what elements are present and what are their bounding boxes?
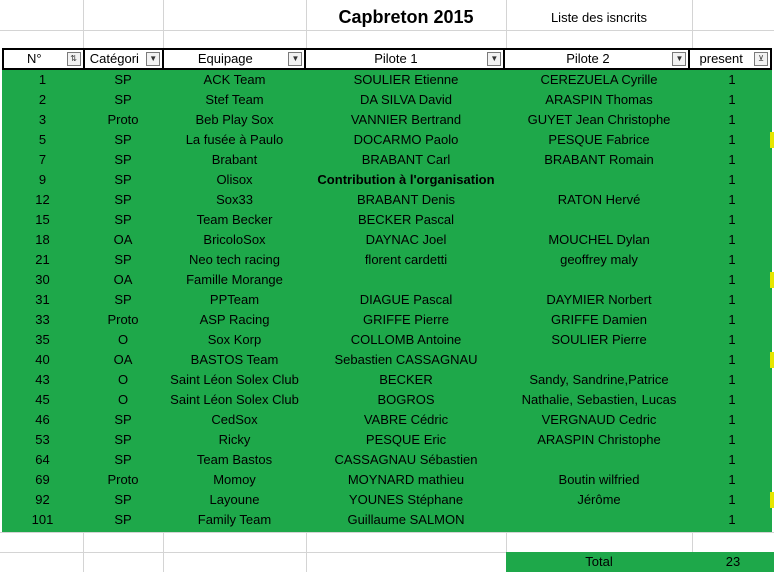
table-row — [2, 170, 772, 190]
cell-present[interactable]: 1 — [728, 172, 736, 187]
filter-active-icon[interactable]: ⊻ — [754, 52, 768, 66]
cell-category[interactable]: SP — [114, 432, 132, 447]
cell-pilote2[interactable]: PESQUE Fabrice — [548, 132, 650, 147]
column-label: Pilote 1 — [374, 51, 418, 66]
cell-pilote2[interactable]: VERGNAUD Cedric — [541, 412, 657, 427]
cell-pilote2[interactable]: MOUCHEL Dylan — [548, 232, 650, 247]
cell-pilote2[interactable] — [506, 170, 692, 190]
cell-category[interactable]: SP — [114, 412, 132, 427]
cell-present[interactable]: 1 — [728, 472, 736, 487]
cell-num[interactable]: 1 — [38, 72, 47, 87]
filter-dropdown-icon[interactable]: ▼ — [672, 52, 686, 66]
cell-marker — [770, 272, 774, 288]
cell-pilote1[interactable]: VANNIER Bertrand — [350, 112, 462, 127]
cell-category[interactable]: SP — [114, 512, 132, 527]
cell-pilote1[interactable]: BRABANT Carl — [361, 152, 451, 167]
cell-present[interactable]: 1 — [728, 212, 736, 227]
cell-num[interactable]: 15 — [35, 212, 50, 227]
cell-present[interactable]: 1 — [728, 512, 736, 527]
table-row — [2, 250, 772, 270]
cell-pilote1[interactable]: PESQUE Eric — [365, 432, 447, 447]
column-header-equipage[interactable] — [164, 50, 306, 68]
column-label: Pilote 2 — [566, 51, 610, 66]
filter-dropdown-icon[interactable]: ▼ — [146, 52, 160, 66]
cell-pilote1[interactable]: DIAGUE Pascal — [359, 292, 453, 307]
cell-category[interactable]: OA — [113, 352, 133, 367]
table-row — [2, 410, 772, 430]
filter-dropdown-icon[interactable]: ▼ — [288, 52, 302, 66]
cell-num[interactable]: 12 — [35, 192, 50, 207]
cell-present[interactable]: 1 — [728, 352, 736, 367]
cell-category[interactable]: SP — [114, 72, 132, 87]
cell-pilote2[interactable]: SOULIER Pierre — [551, 332, 647, 347]
cell-equipage[interactable]: Sox33 — [216, 192, 253, 207]
cell-pilote1[interactable]: VABRE Cédric — [363, 412, 449, 427]
cell-num[interactable]: 33 — [35, 312, 50, 327]
cell-category[interactable]: Proto — [107, 472, 139, 487]
sort-filter-icon[interactable]: ⇅ — [67, 52, 81, 66]
cell-equipage[interactable]: ASP Racing — [199, 312, 270, 327]
cell-equipage[interactable]: Sox Korp — [207, 332, 262, 347]
cell-pilote2[interactable]: DAYMIER Norbert — [546, 292, 652, 307]
column-header-pilote2[interactable] — [505, 50, 690, 68]
column-label: Equipage — [197, 51, 253, 66]
cell-category[interactable]: OA — [113, 272, 133, 287]
table-row — [2, 330, 772, 350]
cell-present[interactable]: 1 — [728, 452, 736, 467]
table-row — [2, 490, 772, 510]
cell-category[interactable]: SP — [114, 292, 132, 307]
table-row — [2, 70, 772, 90]
cell-num[interactable]: 35 — [35, 332, 50, 347]
cell-equipage[interactable]: La fusée à Paulo — [185, 132, 284, 147]
cell-equipage[interactable]: Family Team — [197, 512, 272, 527]
cell-present[interactable]: 1 — [728, 312, 736, 327]
cell-pilote1[interactable]: florent cardetti — [364, 252, 448, 267]
cell-num[interactable]: 69 — [35, 472, 50, 487]
cell-present[interactable]: 1 — [728, 252, 736, 267]
cell-pilote2[interactable]: BRABANT Romain — [544, 152, 654, 167]
sheet-title[interactable]: Capbreton 2015 — [338, 7, 474, 27]
table-row — [2, 110, 772, 130]
cell-num[interactable]: 21 — [35, 252, 50, 267]
cell-pilote2[interactable]: GUYET Jean Christophe — [527, 112, 671, 127]
cell-pilote2[interactable] — [506, 210, 692, 230]
cell-pilote2[interactable]: Nathalie, Sebastien, Lucas — [521, 392, 677, 407]
cell-num[interactable]: 3 — [38, 112, 47, 127]
cell-category[interactable]: O — [117, 392, 129, 407]
cell-pilote2[interactable] — [506, 510, 692, 530]
table-row — [2, 230, 772, 250]
cell-category[interactable]: O — [117, 372, 129, 387]
cell-num[interactable]: 46 — [35, 412, 50, 427]
cell-category[interactable]: SP — [114, 452, 132, 467]
cell-present[interactable]: 1 — [728, 132, 736, 147]
cell-pilote2[interactable]: Jérôme — [577, 492, 621, 507]
cell-present[interactable]: 1 — [728, 432, 736, 447]
cell-num[interactable]: 45 — [35, 392, 50, 407]
total-label[interactable]: Total — [506, 552, 692, 572]
sheet-subtitle[interactable]: Liste des isncrits — [550, 10, 648, 25]
column-header-num[interactable] — [4, 50, 85, 68]
cell-pilote2[interactable]: Sandy, Sandrine,Patrice — [529, 372, 669, 387]
cell-category[interactable]: SP — [114, 172, 132, 187]
cell-equipage[interactable]: PPTeam — [209, 292, 260, 307]
cell-marker — [770, 352, 774, 368]
column-label: present — [699, 51, 743, 66]
cell-pilote1[interactable] — [306, 270, 506, 290]
cell-equipage[interactable]: Neo tech racing — [188, 252, 281, 267]
cell-present[interactable]: 1 — [728, 412, 736, 427]
cell-pilote1[interactable]: Guillaume SALMON — [347, 512, 465, 527]
cell-pilote2[interactable] — [506, 350, 692, 370]
cell-category[interactable]: SP — [114, 492, 132, 507]
cell-present[interactable]: 1 — [728, 72, 736, 87]
cell-num[interactable]: 92 — [35, 492, 50, 507]
cell-pilote1[interactable]: DAYNAC Joel — [365, 232, 447, 247]
cell-present[interactable]: 1 — [728, 392, 736, 407]
cell-pilote1[interactable]: BECKER Pascal — [357, 212, 455, 227]
cell-equipage[interactable]: Olisox — [216, 172, 253, 187]
cell-num[interactable]: 43 — [35, 372, 50, 387]
cell-equipage[interactable]: Stef Team — [205, 92, 264, 107]
gridline — [0, 30, 774, 31]
cell-equipage[interactable]: ACK Team — [203, 72, 266, 87]
cell-pilote2[interactable] — [506, 270, 692, 290]
cell-present[interactable]: 1 — [728, 232, 736, 247]
table-row — [2, 150, 772, 170]
cell-num[interactable]: 7 — [38, 152, 47, 167]
table-row — [2, 270, 772, 290]
column-header-category[interactable] — [85, 50, 165, 68]
cell-num[interactable]: 101 — [31, 512, 54, 527]
cell-pilote2[interactable]: RATON Hervé — [557, 192, 641, 207]
table-header — [2, 48, 772, 70]
cell-category[interactable]: Proto — [107, 112, 139, 127]
cell-pilote2[interactable]: ARASPIN Christophe — [537, 432, 661, 447]
cell-present[interactable]: 1 — [728, 372, 736, 387]
cell-pilote1[interactable]: Contribution à l'organisation — [317, 172, 495, 187]
cell-equipage[interactable]: Momoy — [213, 472, 256, 487]
filter-dropdown-icon[interactable]: ▼ — [487, 52, 501, 66]
cell-num[interactable]: 18 — [35, 232, 50, 247]
cell-present[interactable]: 1 — [728, 332, 736, 347]
cell-present[interactable]: 1 — [728, 292, 736, 307]
cell-pilote2[interactable]: geoffrey maly — [560, 252, 638, 267]
cell-pilote1[interactable]: DOCARMO Paolo — [353, 132, 459, 147]
cell-present[interactable]: 1 — [728, 492, 736, 507]
table-row — [2, 310, 772, 330]
table-row — [2, 470, 772, 490]
cell-num[interactable]: 2 — [38, 92, 47, 107]
cell-category[interactable]: SP — [114, 192, 132, 207]
table-row — [2, 510, 772, 530]
cell-category[interactable]: SP — [114, 252, 132, 267]
cell-present[interactable]: 1 — [728, 92, 736, 107]
cell-category[interactable]: OA — [113, 232, 133, 247]
column-header-pilote1[interactable] — [306, 50, 505, 68]
cell-present[interactable]: 1 — [728, 192, 736, 207]
cell-present[interactable]: 1 — [728, 152, 736, 167]
table-row — [2, 430, 772, 450]
cell-equipage[interactable]: Ricky — [218, 432, 251, 447]
cell-pilote1[interactable]: YOUNES Stéphane — [348, 492, 464, 507]
cell-present[interactable]: 1 — [728, 272, 736, 287]
cell-category[interactable]: SP — [114, 152, 132, 167]
cell-num[interactable]: 30 — [35, 272, 50, 287]
cell-pilote1[interactable]: COLLOMB Antoine — [350, 332, 462, 347]
cell-pilote1[interactable]: CASSAGNAU Sébastien — [334, 452, 478, 467]
cell-category[interactable]: SP — [114, 132, 132, 147]
table-body — [2, 70, 772, 532]
cell-pilote2[interactable]: GRIFFE Damien — [550, 312, 648, 327]
cell-marker — [770, 132, 774, 148]
table-row — [2, 90, 772, 110]
table-row — [2, 350, 772, 370]
column-label: N° — [26, 51, 42, 66]
cell-pilote1[interactable]: DA SILVA David — [359, 92, 452, 107]
cell-category[interactable]: O — [117, 332, 129, 347]
table-row — [2, 290, 772, 310]
column-label: Catégori — [89, 51, 139, 66]
cell-pilote1[interactable]: BOGROS — [377, 392, 435, 407]
cell-pilote1[interactable]: MOYNARD mathieu — [347, 472, 465, 487]
total-value[interactable]: 23 — [692, 552, 774, 572]
cell-equipage[interactable]: Famille Morange — [186, 272, 283, 287]
cell-pilote1[interactable]: SOULIER Etienne — [353, 72, 459, 87]
cell-num[interactable]: 53 — [35, 432, 50, 447]
cell-equipage[interactable]: Saint Léon Solex Club — [170, 392, 299, 407]
table-row — [2, 450, 772, 470]
column-header-present[interactable] — [690, 50, 770, 68]
cell-num[interactable]: 40 — [35, 352, 50, 367]
cell-pilote1[interactable]: BRABANT Denis — [356, 192, 455, 207]
cell-equipage[interactable]: BricoloSox — [203, 232, 266, 247]
cell-category[interactable]: SP — [114, 212, 132, 227]
cell-num[interactable]: 64 — [35, 452, 50, 467]
table-row — [2, 190, 772, 210]
table-row — [2, 370, 772, 390]
cell-equipage[interactable]: Beb Play Sox — [195, 112, 274, 127]
table-row — [2, 390, 772, 410]
cell-equipage[interactable]: Brabant — [211, 152, 258, 167]
cell-pilote1[interactable]: Sebastien CASSAGNAU — [334, 352, 478, 367]
cell-equipage[interactable]: BASTOS Team — [190, 352, 279, 367]
cell-pilote2[interactable]: CEREZUELA Cyrille — [540, 72, 658, 87]
cell-present[interactable]: 1 — [728, 112, 736, 127]
cell-equipage[interactable]: CedSox — [211, 412, 258, 427]
cell-equipage[interactable]: Team Becker — [196, 212, 273, 227]
cell-pilote2[interactable]: Boutin wilfried — [558, 472, 640, 487]
cell-pilote1[interactable]: GRIFFE Pierre — [363, 312, 449, 327]
cell-pilote1[interactable]: BECKER — [379, 372, 433, 387]
gridline — [0, 532, 774, 533]
cell-pilote2[interactable] — [506, 450, 692, 470]
cell-num[interactable]: 5 — [38, 132, 47, 147]
cell-equipage[interactable]: Layoune — [209, 492, 260, 507]
cell-marker — [770, 492, 774, 508]
table-row — [2, 210, 772, 230]
cell-pilote2[interactable]: ARASPIN Thomas — [545, 92, 653, 107]
cell-equipage[interactable]: Team Bastos — [196, 452, 273, 467]
cell-equipage[interactable]: Saint Léon Solex Club — [170, 372, 299, 387]
cell-num[interactable]: 31 — [35, 292, 50, 307]
cell-category[interactable]: SP — [114, 92, 132, 107]
cell-category[interactable]: Proto — [107, 312, 139, 327]
table-row — [2, 130, 772, 150]
cell-num[interactable]: 9 — [38, 172, 47, 187]
